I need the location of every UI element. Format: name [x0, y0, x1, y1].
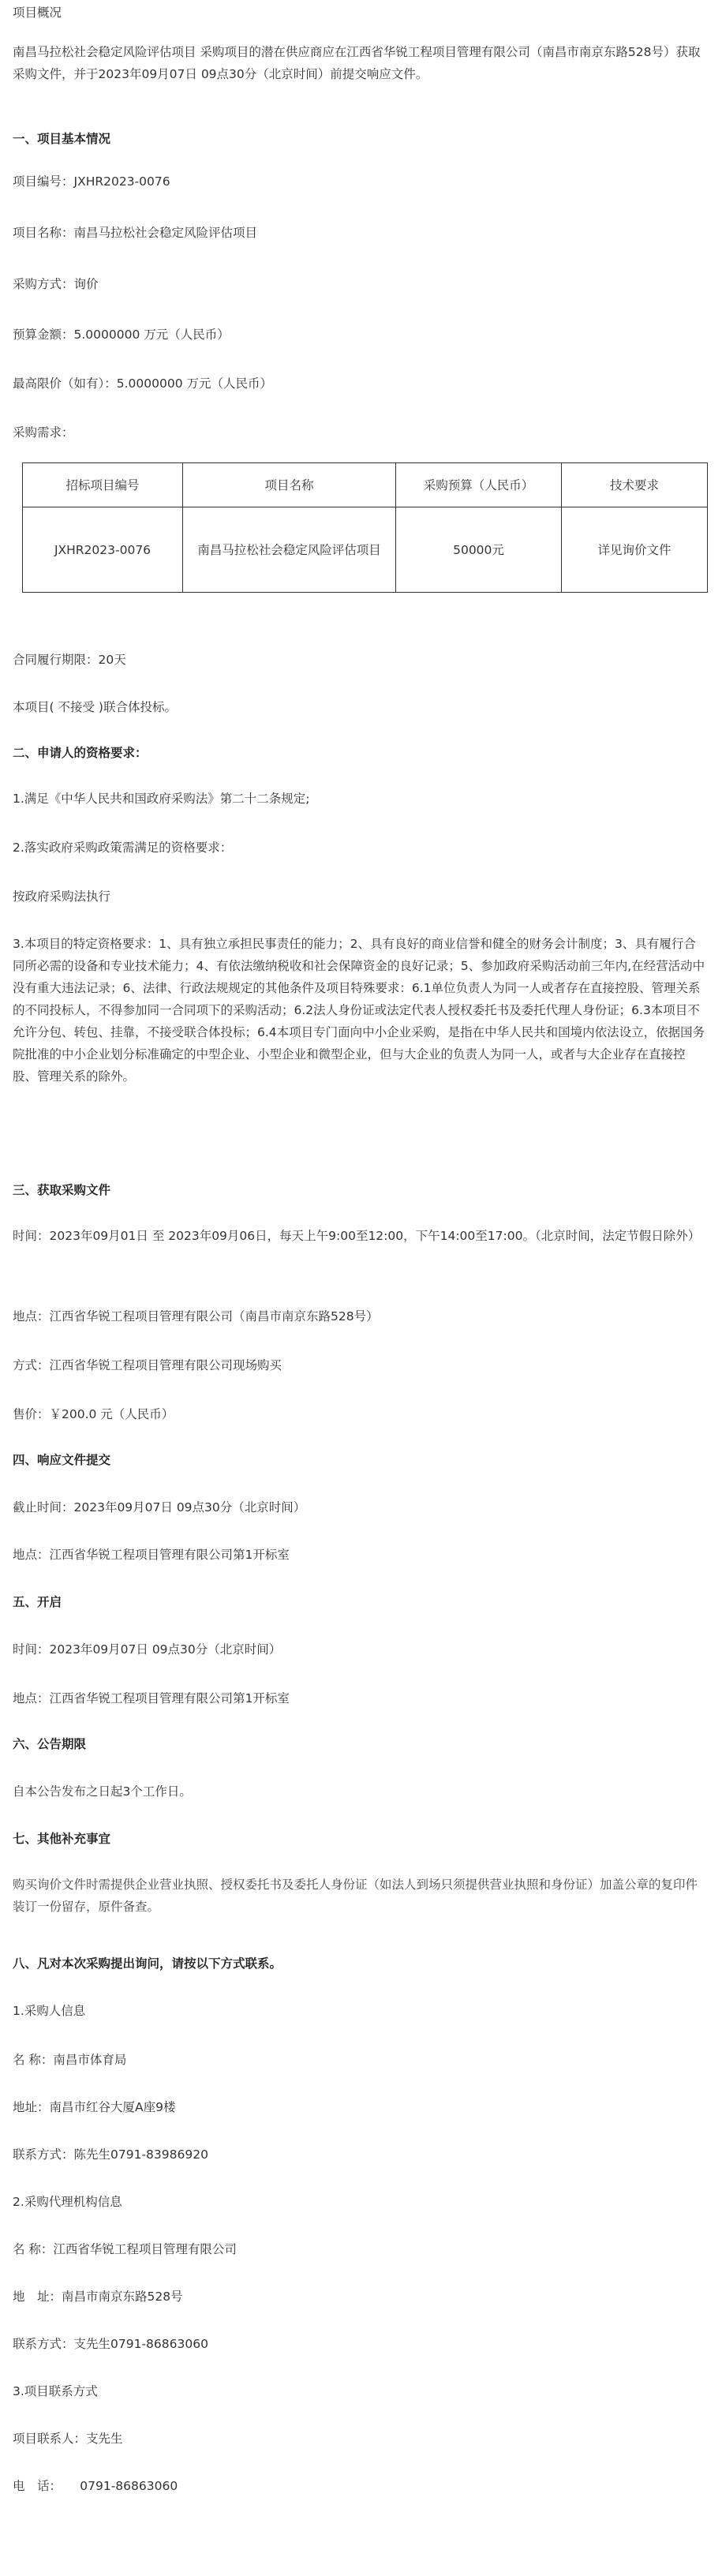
buyer-info-title: 1.采购人信息 — [13, 2004, 86, 2018]
table-header-cell: 招标项目编号 — [23, 463, 183, 507]
budget-amount: 预算金额：5.0000000 万元（人民币） — [13, 328, 230, 342]
document-time: 时间：2023年09月01日 至 2023年09月06日，每天上午9:00至12:00，下午14:00至17:00。（北京时间，法定节假日除外） — [13, 1229, 701, 1243]
opening-place: 地点：江西省华锐工程项目管理有限公司第1开标室 — [13, 1691, 290, 1705]
document-way: 方式：江西省华锐工程项目管理有限公司现场购买 — [13, 1358, 282, 1372]
table-header-row — [23, 463, 708, 507]
procurement-method: 采购方式：询价 — [13, 277, 99, 291]
agency-contact: 联系方式：支先生0791-86863060 — [13, 2337, 208, 2351]
agency-address: 地 址：南昌市南京东路528号 — [13, 2290, 183, 2304]
qualification-item-3: 3.本项目的特定资格要求：1、具有独立承担民事责任的能力；2、具有良好的商业信誉和健全的财务会计制度；3、具有履行合同所必需的设备和专业技术能力；4、有依法缴纳税收和社会保障资金的良好记录；5、参加政府采购活动前三年内,在经营活动中没有重大违法记录；6、法律、行政法规规定的其他条件及项目特殊要求：6.1单位负责人为同一人或者存在直接控股、管理关系的不同投标人，不得参加同一合同项下的采购活动；6.2法人身份证或法定代表人授权委托书及委托代理人身份证；6.3本项目不允许分包、转包、挂靠，不接受联合体投标；6.4本项目专门面向中小企业采购，是指在中华人民共和国境内依法设立，依据国务院批准的中小企业划分标准确定的中型企业、小型企业和微型企业，但与大企业的负责人为同一人，或者与大企业存在直接控股、管理关系的除外。 — [13, 937, 705, 1084]
qualification-item-2-detail: 按政府采购法执行 — [13, 889, 111, 904]
submission-deadline: 截止时间：2023年09月07日 09点30分（北京时间） — [13, 1500, 306, 1515]
agency-name: 名 称：江西省华锐工程项目管理有限公司 — [13, 2242, 237, 2256]
section6-heading: 六、公告期限 — [13, 1737, 87, 1751]
submission-place: 地点：江西省华锐工程项目管理有限公司第1开标室 — [13, 1548, 290, 1562]
project-name: 项目名称：南昌马拉松社会稳定风险评估项目 — [13, 226, 258, 240]
section1-heading: 一、项目基本情况 — [13, 132, 111, 146]
section7-heading: 七、其他补充事宜 — [13, 1832, 111, 1846]
project-contact-title: 3.项目联系方式 — [13, 2384, 98, 2398]
agency-info-title: 2.采购代理机构信息 — [13, 2195, 122, 2209]
document-price: 售价：￥200.0 元（人民币） — [13, 1407, 174, 1421]
table-header-cell: 采购预算（人民币） — [396, 463, 562, 507]
section4-heading: 四、响应文件提交 — [13, 1453, 111, 1467]
table-cell: 南昌马拉松社会稳定风险评估项目 — [183, 507, 396, 593]
table-cell: JXHR2023-0076 — [23, 507, 183, 593]
procurement-demand-table — [22, 462, 708, 593]
notice-period: 自本公告发布之日起3个工作日。 — [13, 1784, 192, 1799]
qualification-item-2: 2.落实政府采购政策需满足的资格要求： — [13, 841, 233, 855]
section8-heading: 八、凡对本次采购提出询问，请按以下方式联系。 — [13, 1956, 282, 1971]
buyer-address: 地址：南昌市红谷大厦A座9楼 — [13, 2100, 176, 2114]
table-cell: 50000元 — [396, 507, 562, 593]
table-cell: 详见询价文件 — [562, 507, 708, 593]
max-price: 最高限价（如有）：5.0000000 万元（人民币） — [13, 376, 272, 391]
table-row — [23, 507, 708, 593]
demand-label: 采购需求： — [13, 425, 74, 440]
document-place: 地点：江西省华锐工程项目管理有限公司（南昌市南京东路528号） — [13, 1309, 379, 1324]
supplementary-text: 购买询价文件时需提供企业营业执照、授权委托书及委托人身份证（如法人到场只须提供营业执照和身份证）加盖公章的复印件装订一份留存，原件备查。 — [13, 1878, 698, 1914]
qualification-item-1: 1.满足《中华人民共和国政府采购法》第二十二条规定; — [13, 792, 310, 806]
opening-time: 时间：2023年09月07日 09点30分（北京时间） — [13, 1642, 282, 1657]
project-number: 项目编号：JXHR2023-0076 — [13, 174, 170, 189]
section2-heading: 二、申请人的资格要求： — [13, 746, 148, 760]
contract-period: 合同履行期限：20天 — [13, 653, 126, 667]
buyer-contact: 联系方式：陈先生0791-83986920 — [13, 2147, 208, 2162]
table-header-cell: 技术要求 — [562, 463, 708, 507]
buyer-name: 名 称：南昌市体育局 — [13, 2053, 127, 2067]
overview-text: 南昌马拉松社会稳定风险评估项目 采购项目的潜在供应商应在江西省华锐工程项目管理有限公司（南昌市南京东路528号）获取采购文件，并于2023年09月07日 09点30分（北京时间）前提交响应文件。 — [13, 45, 701, 81]
section3-heading: 三、获取采购文件 — [13, 1183, 111, 1197]
overview-title: 项目概况 — [13, 6, 62, 20]
table-header-cell: 项目名称 — [183, 463, 396, 507]
project-contact-phone: 电 话： 0791-86863060 — [13, 2479, 178, 2493]
consortium-note: 本项目( 不接受 )联合体投标。 — [13, 700, 177, 714]
project-contact-person: 项目联系人：支先生 — [13, 2432, 123, 2446]
section5-heading: 五、开启 — [13, 1595, 62, 1609]
